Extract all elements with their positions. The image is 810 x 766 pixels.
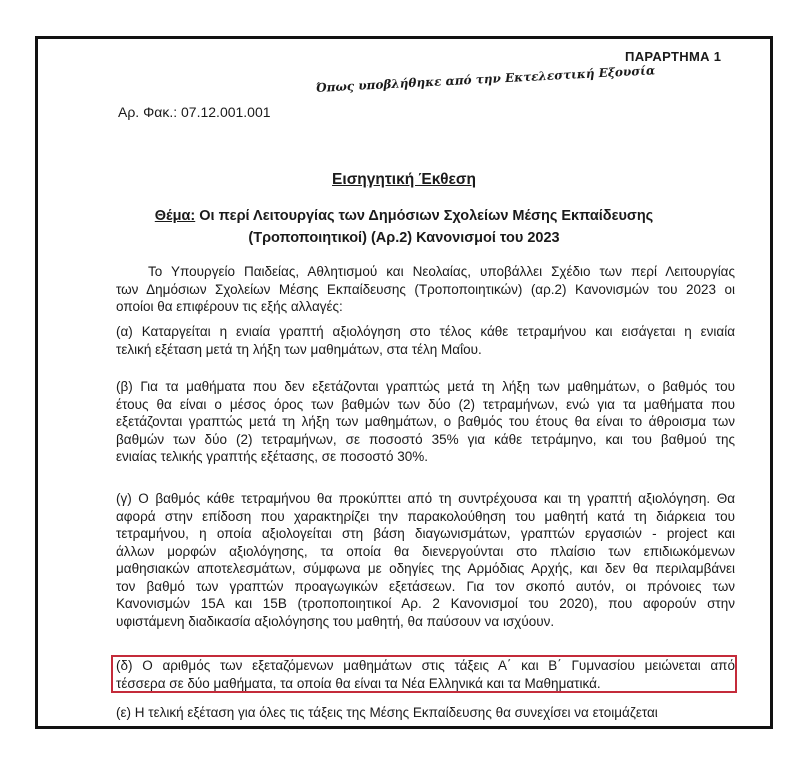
subject-label: Θέμα: bbox=[154, 208, 196, 224]
intro-paragraph bbox=[116, 263, 735, 316]
document-page bbox=[35, 36, 773, 729]
handwritten-note: Όπως υποβλήθηκε από την Εκτελεστική Εξουσία bbox=[315, 63, 656, 95]
subject-heading bbox=[38, 205, 770, 249]
paragraph-line: τέσσερα σε δύο μαθήματα, τα οποία θα είναι τα Νέα Ελληνικά και τα Μαθηματικά. bbox=[116, 675, 601, 691]
paragraph-line: εξετάζονται γραπτώς μετά τη λήξη των μαθημάτων, ο βαθμός του έτους θα είναι το άθροισμα των bbox=[116, 414, 735, 429]
subject-line-2: (Τροποποιητικοί) (Αρ.2) Κανονισμοί του 2023 bbox=[248, 230, 560, 246]
paragraph-line: έτους θα είναι ο μέσος όρος των βαθμών των δύο (2) τετραμήνων, ενώ για τα μαθήματα που bbox=[116, 396, 735, 412]
paragraph-line: τον βαθμό των γραπτών προαγωγικών εξετάσεων. Για τον σκοπό αυτόν, οι πρόνοιες των bbox=[116, 578, 735, 594]
paragraph-c bbox=[116, 490, 735, 630]
paragraph-line: (β) Για τα μαθήματα που δεν εξετάζονται γραπτώς μετά τη λήξη των μαθημάτων, ο βαθμός του bbox=[116, 379, 735, 394]
paragraph-line: άλλων μορφών αξιολόγησης, τα οποία θα διενεργούνται στο πλαίσιο των επιδιωκόμενων bbox=[116, 543, 735, 559]
paragraph-line: (α) Καταργείται η ενιαία γραπτή αξιολόγηση στο τέλος κάθε τετραμήνου και εισάγεται η ενιαία bbox=[116, 324, 735, 339]
page-title: Εισηγητική Έκθεση bbox=[332, 171, 476, 188]
paragraph-line: ενιαίας τελικής γραπτής εξέτασης, σε ποσοστό 30%. bbox=[116, 449, 429, 464]
paragraph-line: υφιστάμενη διαδικασία αξιολόγησης του μαθητή, θα παύσουν να ισχύουν. bbox=[116, 613, 555, 629]
paragraph-line: τετραμήνου, η οποία αξιολογείται στη βάση διαγωνισμάτων, γραπτών εργασιών - project και bbox=[116, 526, 735, 541]
intro-line: οποίοι θα επιφέρουν τις εξής αλλαγές: bbox=[116, 299, 343, 314]
paragraph-line: (γ) Ο βαθμός κάθε τετραμήνου θα προκύπτει από τη συντρέχουσα και τη γραπτή αξιολόγηση. Θα bbox=[116, 491, 735, 506]
paragraph-b bbox=[116, 378, 735, 466]
subject-line-1: Οι περί Λειτουργίας των Δημόσιων Σχολείων Μέσης Εκπαίδευσης bbox=[199, 208, 654, 224]
paragraph-line: τελική εξέταση μετά τη λήξη των μαθημάτων, στα τέλη Μαΐου. bbox=[116, 341, 482, 357]
paragraph-line: Κανονισμών 15Α και 15Β (τροποποιητικοί Αρ. 2 Κανονισμοί του 2020), που αφορούν στην bbox=[116, 596, 735, 611]
paragraph-line: μαθησιακών αποτελεσμάτων, σύμφωνα με οδηγίες της Αρμόδιας Αρχής, και δεν θα περιλαμβάνει bbox=[116, 561, 735, 576]
intro-line: των Δημόσιων Σχολείων Μέσης Εκπαίδευσης (Τροποποιητικών) (αρ.2) Κανονισμών του 2023 οι bbox=[116, 281, 735, 297]
paragraph-a bbox=[116, 323, 735, 358]
paragraph-line: (δ) Ο αριθμός των εξεταζόμενων μαθημάτων στις τάξεις Α΄ και Β΄ Γυμνασίου μειώνεται από bbox=[116, 658, 735, 673]
paragraph-d bbox=[116, 657, 735, 692]
paragraph-line: αφορά στην επίδοση που χαρακτηρίζει την παρακολούθηση του μαθητή κατά τη διάρκεια του bbox=[116, 508, 735, 524]
paragraph-e-partial: (ε) Η τελική εξέταση για όλες τις τάξεις της Μέσης Εκπαίδευσης θα συνεχίσει να ετοιμάζεται bbox=[116, 705, 658, 720]
annex-label: ΠΑΡΑΡΤΗΜΑ 1 bbox=[625, 49, 722, 64]
paragraph-line: βαθμών των δύο (2) τετραμήνων, σε ποσοστό 35% για κάθε τετράμηνο, και του βαθμού της bbox=[116, 431, 735, 447]
file-reference: Αρ. Φακ.: 07.12.001.001 bbox=[118, 104, 271, 120]
intro-line: Το Υπουργείο Παιδείας, Αθλητισμού και Νεολαίας, υποβάλλει Σχέδιο των περί Λειτουργίας bbox=[148, 264, 735, 279]
